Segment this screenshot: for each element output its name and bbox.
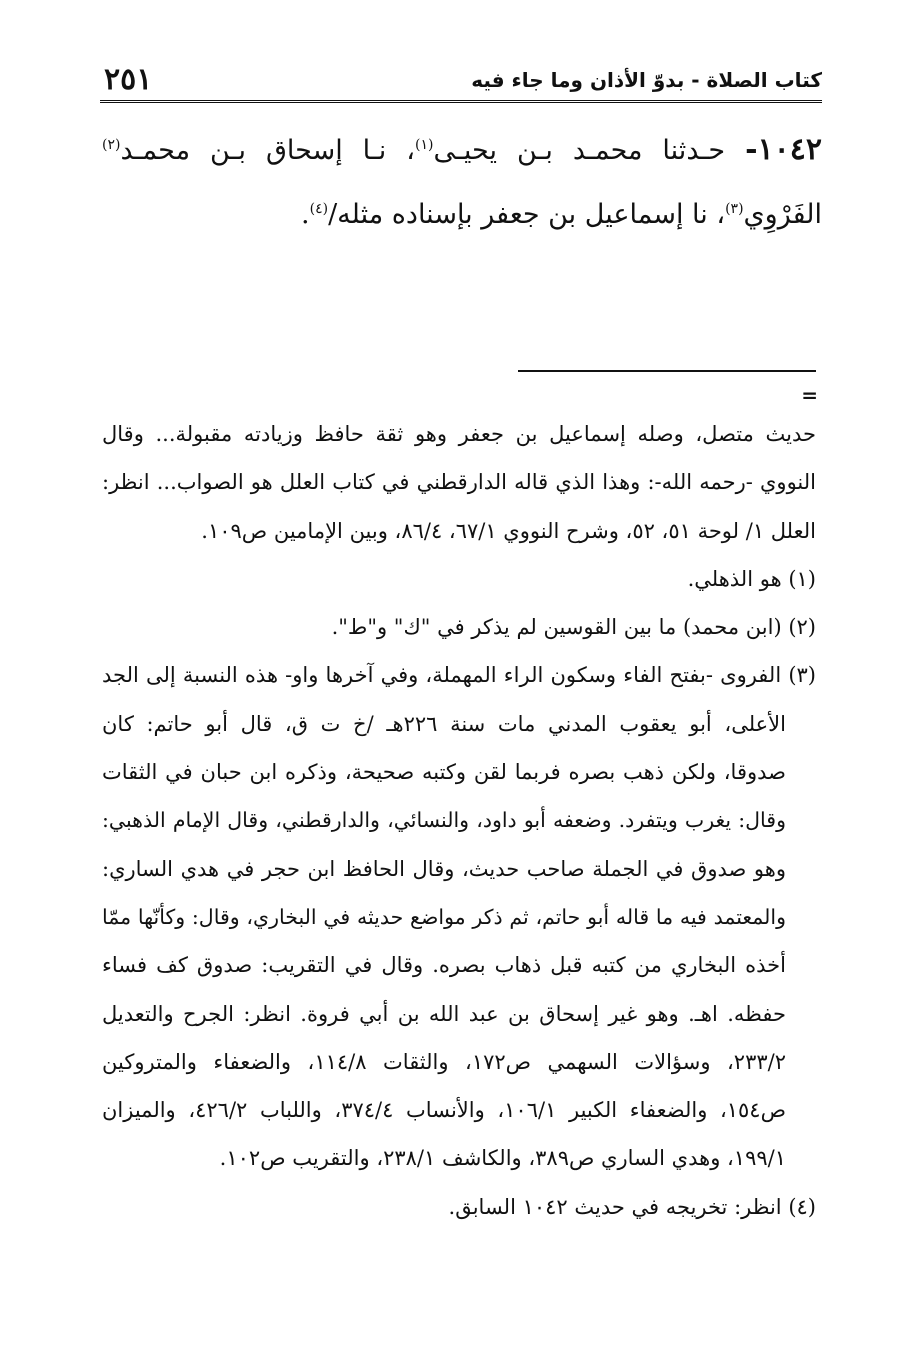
running-title: كتاب الصلاة - بدوّ الأذان وما جاء فيه: [471, 68, 822, 92]
footnote-line: العلل ١/ لوحة ٥١، ٥٢، وشرح النووي ٦٧/١، ٨٦/٤، وبين الإمامين ص١٠٩.: [201, 518, 816, 543]
footnote-2: (٢) (ابن محمد) ما بين القوسين لم يذكر في "ك" و"ط".: [331, 615, 816, 640]
hadith-text: [102, 118, 822, 247]
footnote-3-line: صدوقا، ولكن ذهب بصره فربما لقن وكتبه صحيحة، وذكره ابن حبان في الثقات: [102, 760, 786, 785]
footnote-3-line: والمعتمد فيه ما قاله أبو حاتم، ثم ذكر مواضع حديثه في البخاري، وقال: وكأنّها ممّا: [102, 904, 786, 929]
hadith-text-segment: ، نا إسماعيل بن جعفر بإسناده مثله/: [328, 199, 726, 230]
footnote-ref: (٤): [309, 201, 329, 217]
footnote-3-line: وقال: يغرب ويتفرد. وضعفه أبو داود، والنسائي، والدارقطني، وقال الإمام الذهبي:: [102, 808, 786, 833]
running-header: [100, 62, 822, 102]
hadith-text-segment: حـدثنا محمـد بـن يحيـى: [433, 135, 726, 166]
hadith-line-1: [102, 118, 822, 183]
footnote-ref: (١): [415, 137, 434, 153]
footnotes: [102, 410, 816, 1231]
page-number: ٢٥١: [104, 62, 153, 97]
footnote-3-line: (٣) الفروى -بفتح الفاء وسكون الراء المهملة، وفي آخرها واو- هذه النسبة إلى الجد: [102, 663, 816, 688]
footnote-ref: (٣): [725, 201, 744, 217]
footnote-ref: (٢): [102, 137, 121, 153]
footnote-line: النووي -رحمه الله-: وهذا الذي قاله الدارقطني في كتاب العلل هو الصواب... انظر:: [102, 470, 816, 495]
footnote-3-line: ١٩٩/١، وهدي الساري ص٣٨٩، والكاشف ٢٣٨/١، والتقريب ص١٠٢.: [219, 1146, 786, 1171]
footnote-3-line: ٢٣٣/٢، وسؤالات السهمي ص١٧٢، والثقات ١١٤/٨، والضعفاء والمتروكين: [102, 1049, 786, 1074]
hadith-line-2: [102, 183, 822, 247]
footnote-3-line: الأعلى، أبو يعقوب المدني مات سنة ٢٢٦هـ /خ ت ق، قال أبو حاتم: كان: [102, 711, 786, 736]
footnote-3-line: ص١٥٤، والضعفاء الكبير ١٠٦/١، والأنساب ٣٧٤/٤، واللباب ٤٢٦/٢، والميزان: [102, 1098, 786, 1123]
footnote-3-line: وهو صدوق في الجملة صاحب حديث، وقال الحافظ ابن حجر في هدي الساري:: [102, 856, 786, 881]
footnote-1: (١) هو الذهلي.: [687, 566, 816, 591]
header-rule: [100, 100, 822, 105]
footnote-line: حديث متصل، وصله إسماعيل بن جعفر وهو ثقة حافظ وزيادته مقبولة... وقال: [102, 422, 816, 446]
hadith-text-segment: .: [301, 199, 310, 230]
hadith-text-segment: ، نـا إسحاق بـن محمـد: [120, 135, 415, 166]
footnote-separator: [518, 370, 816, 372]
footnote-3-line: أخذه البخاري من كتبه قبل ذهاب بصره. وقال في التقريب: صدوق كف فساء: [102, 953, 786, 978]
footnote-continuation-marker: =: [801, 383, 818, 407]
footnote-3-line: حفظه. اهـ. وهو غير إسحاق بن عبد الله بن أبي فروة. انظر: الجرح والتعديل: [102, 1001, 786, 1026]
footnote-4: (٤) انظر: تخريجه في حديث ١٠٤٢ السابق.: [448, 1194, 816, 1219]
hadith-text-segment: الفَرْوِي: [743, 199, 822, 230]
hadith-number: ١٠٤٢-: [745, 132, 822, 167]
